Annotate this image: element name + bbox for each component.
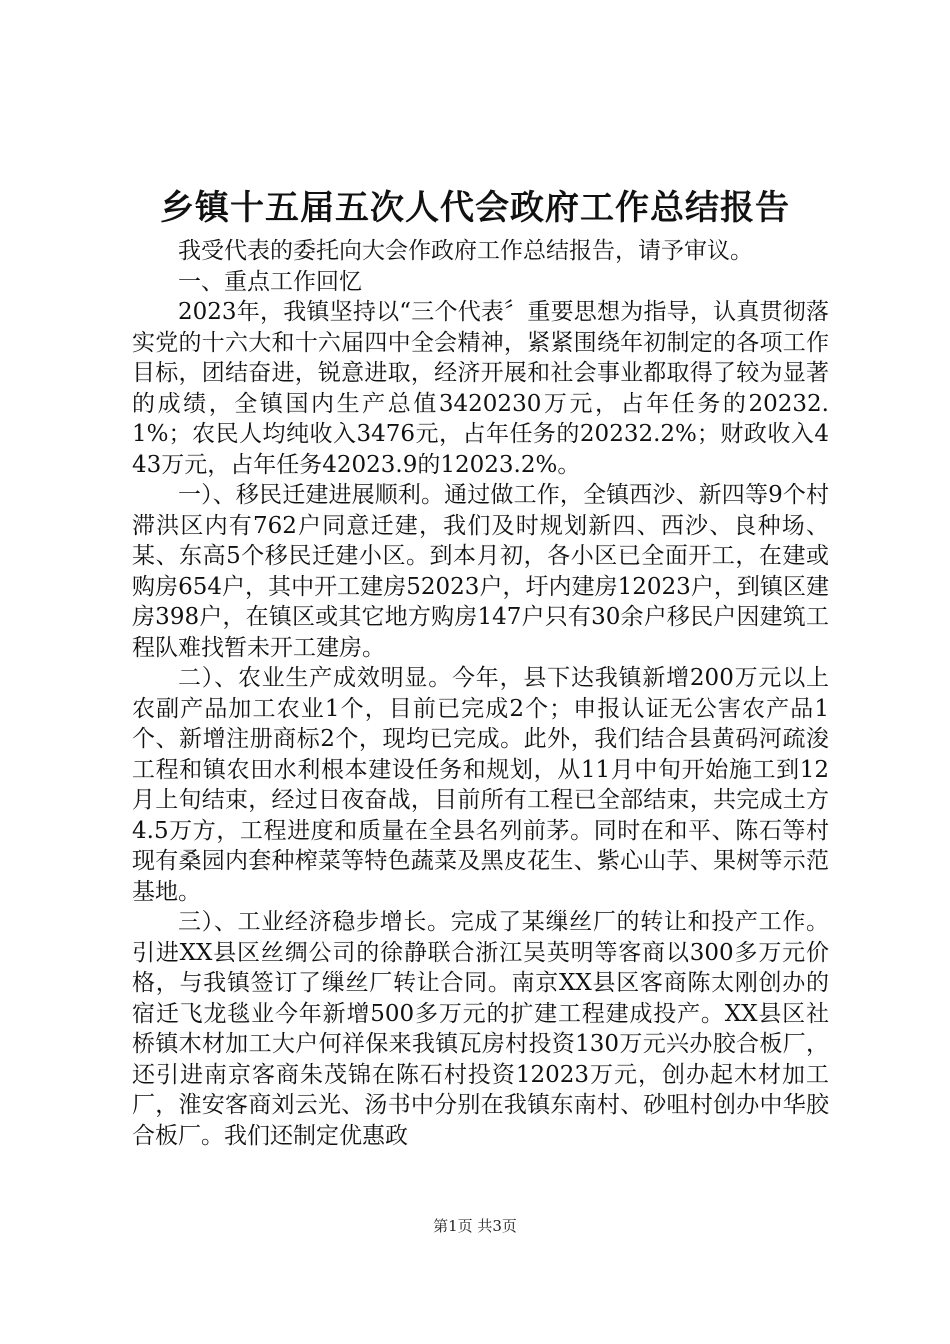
- document-title: 乡镇十五届五次人代会政府工作总结报告: [160, 188, 790, 228]
- page-number-footer: 第1页 共3页: [433, 1217, 517, 1235]
- paragraph-intro: 我受代表的委托向大会作政府工作总结报告，请予审议。: [178, 238, 753, 264]
- paragraph-agriculture: 二）、农业生产成效明显。今年，县下达我镇新增200万元以上农副产品加工农业1个，目前已完成2个；申报认证无公害农产品1个、新增注册商标2个，现均已完成。此外，我们结合县黄码河疏浚工程和镇农田水利根本建设任务和规划，从11月中旬开始施工到12月上旬结束，经过日夜奋战，目前所有工程已全部结束，共完成土方4.5万方，工程进度和质量在全县名列前茅。同时在和平、陈石等村现有桑园内套种榨菜等特色蔬菜及黑皮花生、紫心山芋、果树等示范基地。: [132, 665, 829, 905]
- paragraph-overview: 2023年，我镇坚持以“三个代表〞重要思想为指导，认真贯彻落实党的十六大和十六届四中全会精神，紧紧围绕年初制定的各项工作目标，团结奋进，锐意进取，经济开展和社会事业都取得了较为显著的成绩，全镇国内生产总值3420230万元，占年任务的20232.1%；农民人均纯收入3476元，占年任务的20232.2%；财政收入443万元，占年任务42023.9的12023.2%。: [132, 299, 829, 478]
- section-heading: 一、重点工作回忆: [178, 268, 362, 295]
- document-body: [132, 236, 829, 1151]
- paragraph-migration: 一）、移民迁建进展顺利。通过做工作，全镇西沙、新四等9个村滞洪区内有762户同意迁建，我们及时规划新四、西沙、良种场、某、东高5个移民迁建小区。到本月初，各小区已全面开工，在建或购房654户，其中开工建房52023户，圩内建房12023户，到镇区建房398户，在镇区或其它地方购房147户只有30余户移民户因建筑工程队难找暂未开工建房。: [132, 482, 829, 661]
- paragraph-industry: 三）、工业经济稳步增长。完成了某缫丝厂的转让和投产工作。引进XX县区丝绸公司的徐静联合浙江吴英明等客商以300多万元价格，与我镇签订了缫丝厂转让合同。南京XX县区客商陈太刚创办的宿迁飞龙毯业今年新增500多万元的扩建工程建成投产。XX县区社桥镇木材加工大户何祥保来我镇瓦房村投资130万元兴办胶合板厂，还引进南京客商朱茂锦在陈石村投资12023万元，创办起木材加工厂，淮安客商刘云光、汤书中分别在我镇东南村、砂咀村创办中华胶合板厂。我们还制定优惠政: [132, 909, 829, 1149]
